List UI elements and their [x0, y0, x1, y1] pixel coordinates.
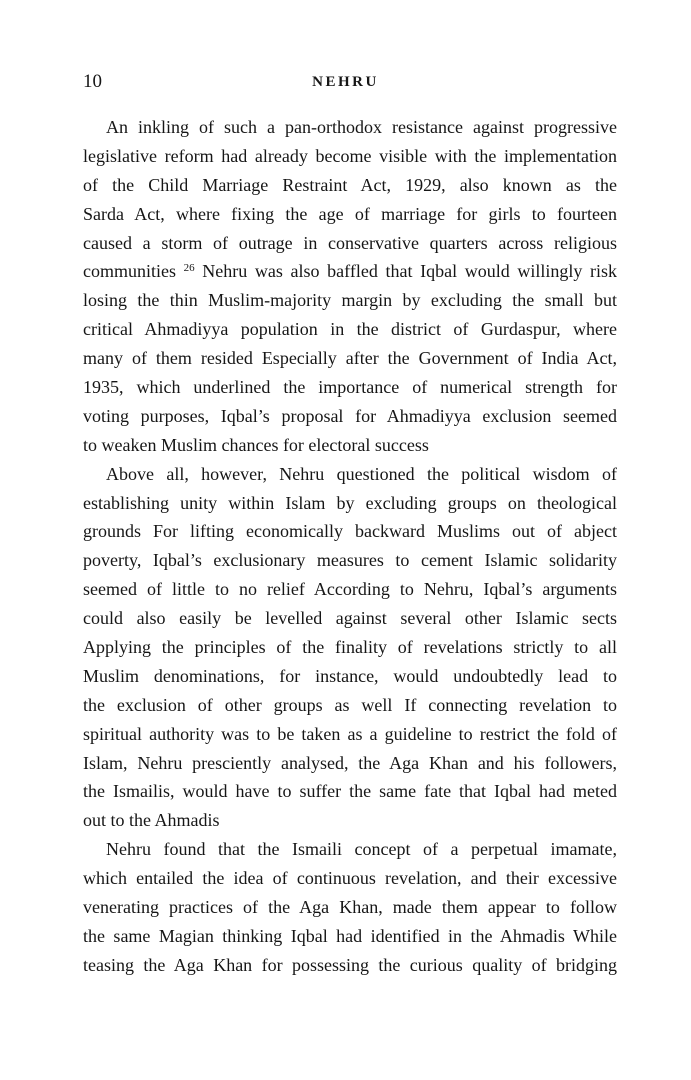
text-line: critical Ahmadiyya population in the district of Gurdaspur, where — [83, 319, 617, 340]
text-segment: communities — [83, 261, 176, 282]
text-line: seemed of little to no relief According to Nehru, Iqbal’s arguments — [83, 579, 617, 600]
text-line: Islam, Nehru presciently analysed, the Aga Khan and his followers, — [83, 752, 617, 773]
text-line: spiritual authority was to be taken as a guideline to restrict the fold of — [83, 723, 617, 744]
text-line: grounds For lifting economically backward Muslims out of abject — [83, 521, 617, 542]
paragraph — [83, 460, 617, 836]
text-line: poverty, Iqbal’s exclusionary measures to cement Islamic solidarity — [83, 550, 617, 571]
text-line: could also easily be levelled against several other Islamic sects — [83, 608, 617, 629]
text-segment: Nehru was also baffled that Iqbal would willingly risk — [202, 261, 617, 282]
text-line: Muslim denominations, for instance, would undoubtedly lead to — [83, 665, 617, 686]
text-line: the exclusion of other groups as well If connecting revelation to — [83, 694, 617, 715]
text-line: losing the thin Muslim-majority margin by excluding the small but — [83, 290, 617, 311]
text-line: 1935, which underlined the importance of numerical strength for — [83, 377, 617, 398]
text-line: the Ismailis, would have to suffer the same fate that Iqbal had meted — [83, 781, 617, 802]
page-number: 10 — [83, 71, 102, 92]
text-line: Sarda Act, where fixing the age of marriage for girls to fourteen — [83, 203, 617, 224]
text-line: teasing the Aga Khan for possessing the curious quality of bridging — [83, 954, 617, 975]
text-line: venerating practices of the Aga Khan, made them appear to follow — [83, 897, 617, 918]
text-line: the same Magian thinking Iqbal had identified in the Ahmadis While — [83, 925, 617, 946]
body-text — [83, 113, 617, 980]
text-line: An inkling of such a pan-orthodox resistance against progressive — [106, 117, 617, 137]
paragraph — [83, 113, 617, 460]
text-line: out to the Ahmadis — [83, 810, 220, 831]
text-line: many of them resided Especially after the Government of India Act, — [83, 348, 617, 369]
footnote-marker: 26 — [183, 262, 195, 275]
text-line — [83, 257, 617, 286]
text-line: legislative reform had already become visible with the implementation — [83, 145, 617, 166]
paragraph — [83, 835, 617, 979]
text-line: voting purposes, Iqbal’s proposal for Ahmadiyya exclusion seemed — [83, 405, 617, 426]
running-head-title: NEHRU — [312, 74, 379, 90]
text-line: caused a storm of outrage in conservative quarters across religious — [83, 232, 617, 253]
text-line: Above all, however, Nehru questioned the political wisdom of — [106, 463, 617, 484]
text-line: Nehru found that the Ismaili concept of a perpetual imamate, — [106, 839, 617, 860]
text-line: of the Child Marriage Restraint Act, 1929, also known as the — [83, 174, 617, 195]
text-line: Applying the principles of the finality of revelations strictly to all — [83, 637, 617, 658]
text-line: establishing unity within Islam by excluding groups on theological — [83, 492, 617, 513]
text-line: to weaken Muslim chances for electoral success — [83, 434, 429, 455]
text-line: which entailed the idea of continuous revelation, and their excessive — [83, 868, 617, 889]
